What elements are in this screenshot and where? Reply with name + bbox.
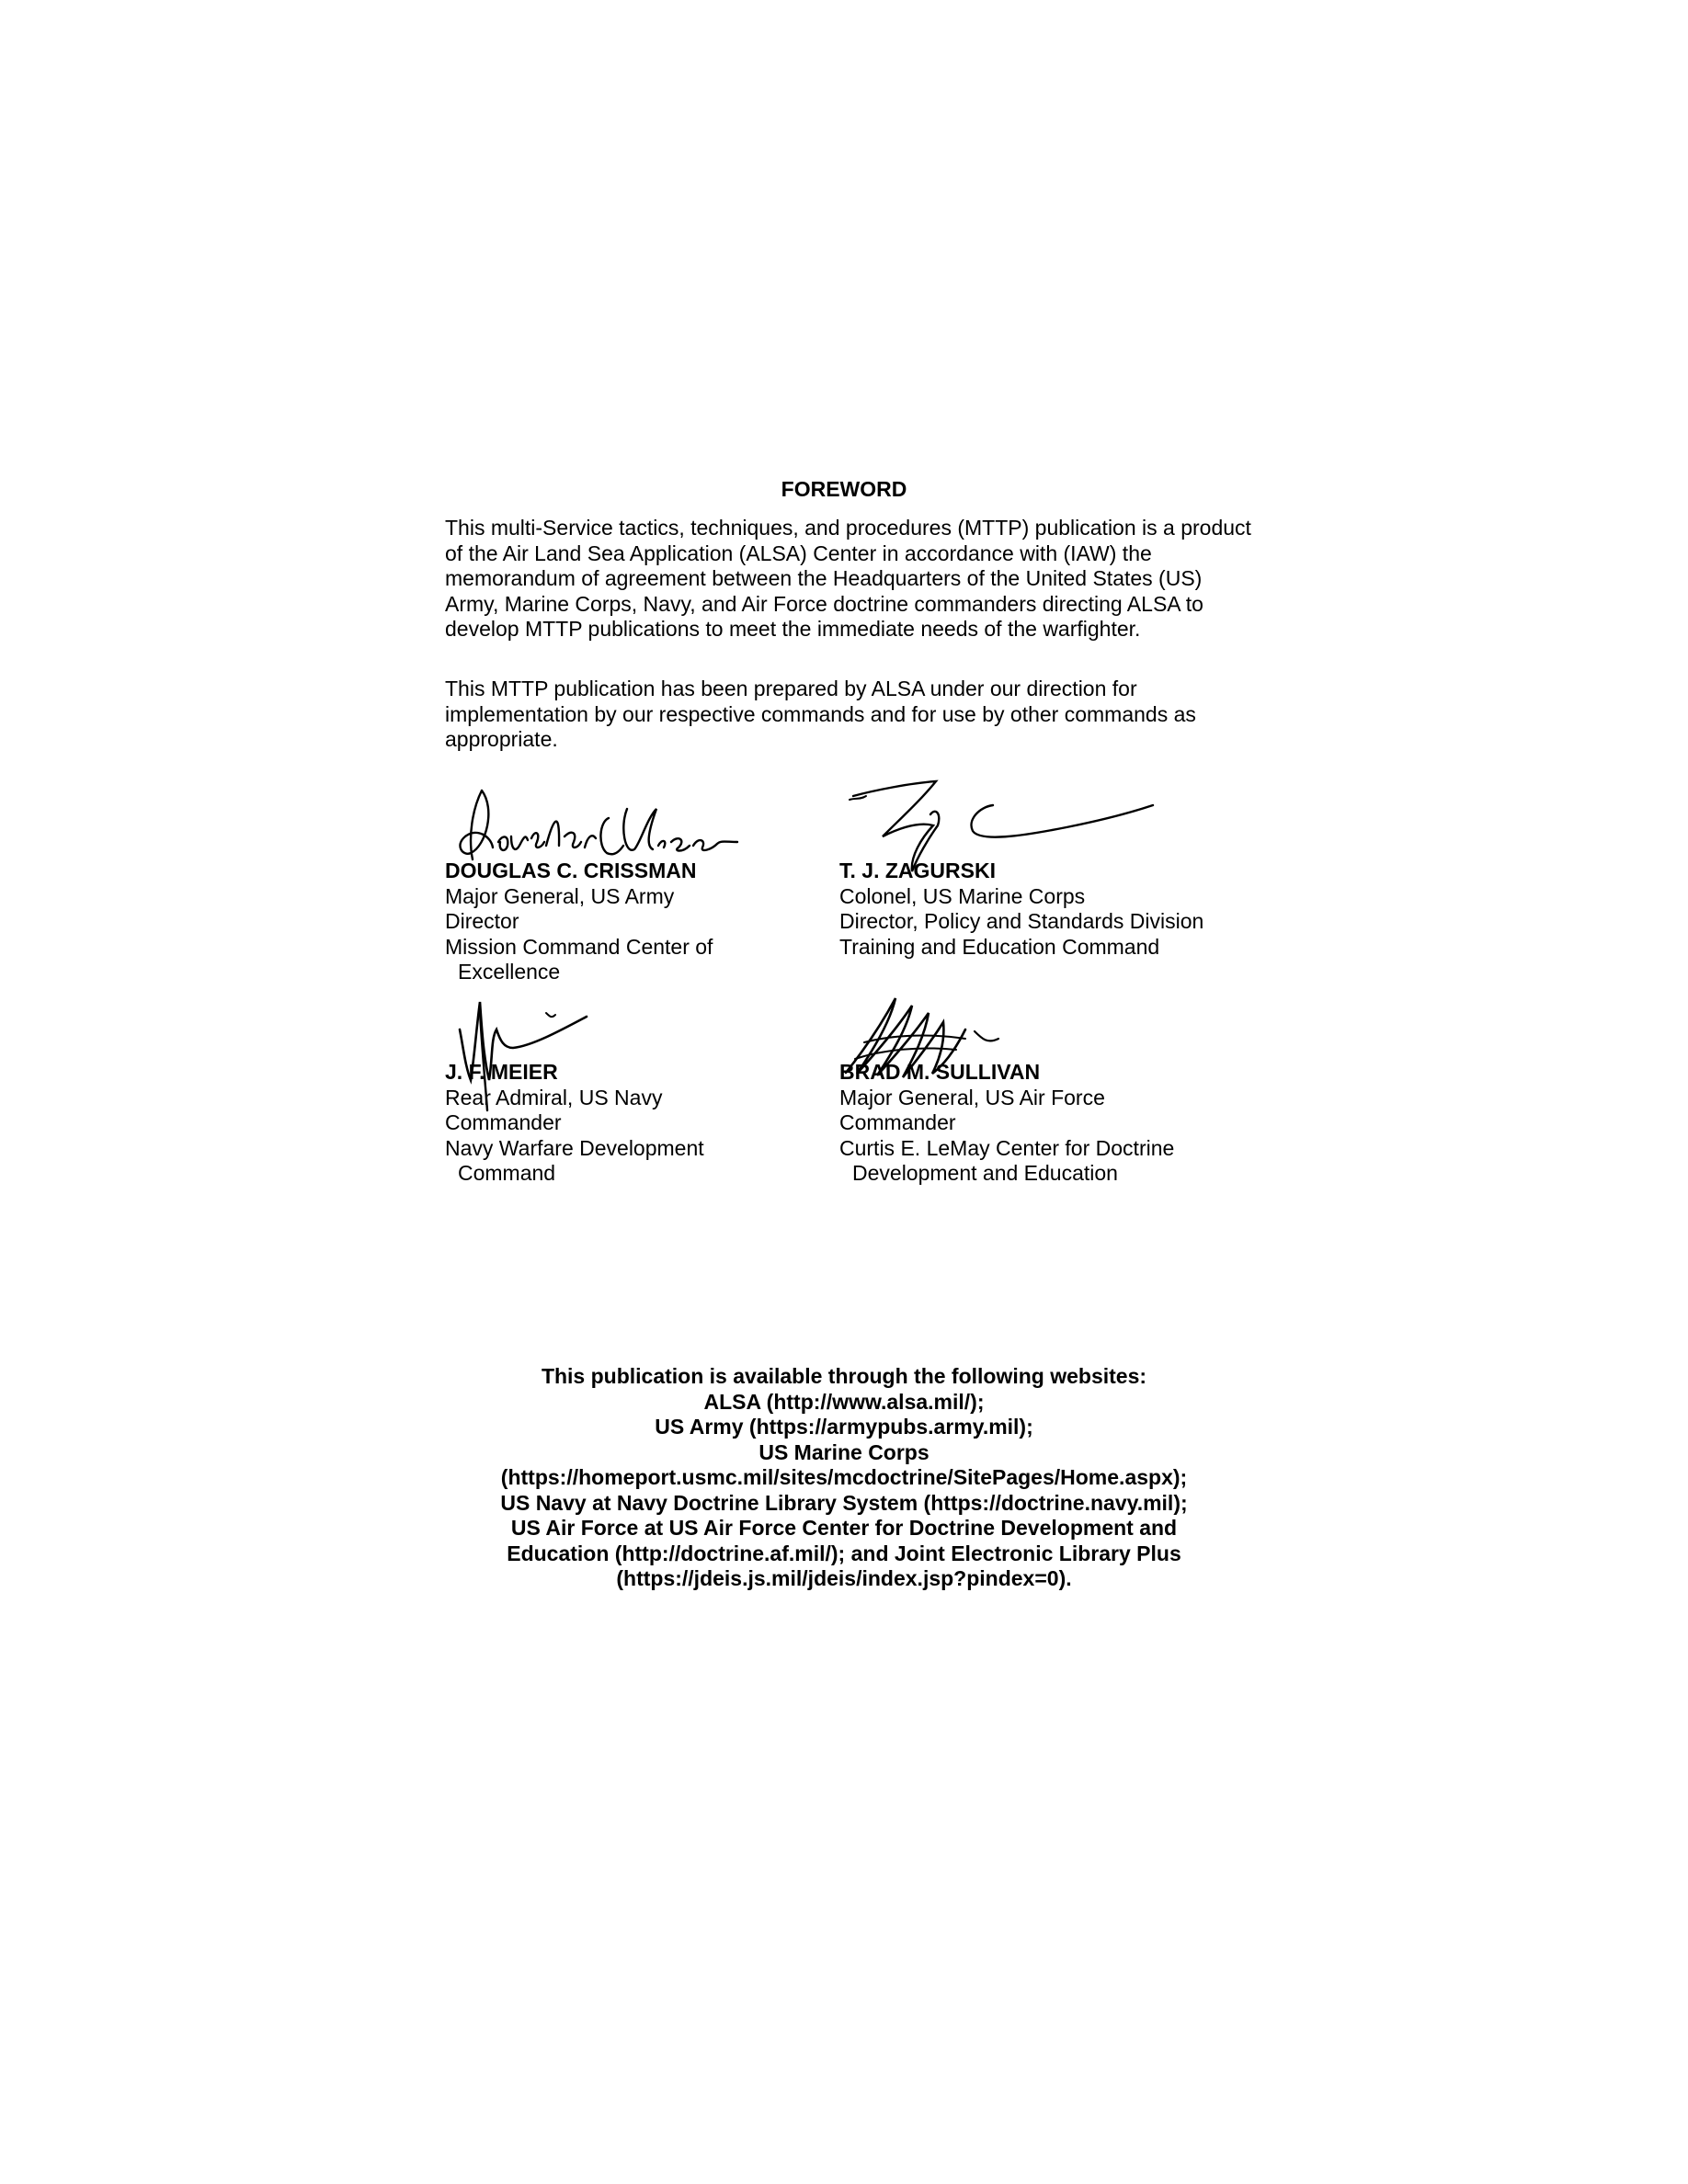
availability-line: ALSA (http://www.alsa.mil/); (703, 1389, 985, 1414)
signatory-title-line: Development and Education (852, 1161, 1118, 1185)
signatory-title-line: Curtis E. LeMay Center for Doctrine (839, 1135, 1175, 1160)
signatory-title-line: Major General, US Air Force (839, 1085, 1105, 1109)
availability-line: US Navy at Navy Doctrine Library System (https://doctrine.navy.mil); (500, 1490, 1188, 1515)
signatory-title-line: Commander (445, 1110, 562, 1134)
signatory-zagurski (839, 859, 1244, 960)
signatory-name: J. F. MEIER (445, 1060, 558, 1084)
availability-line: Education (http://doctrine.af.mil/); and Joint Electronic Library Plus (507, 1541, 1181, 1565)
availability-line: (https://jdeis.js.mil/jdeis/index.jsp?pindex=0). (616, 1566, 1072, 1590)
availability-line: US Marine Corps (758, 1439, 930, 1464)
signatory-title-line: Command (458, 1161, 556, 1185)
availability-line: US Army (https://armypubs.army.mil); (655, 1415, 1033, 1439)
signatory-title-line: Training and Education Command (839, 934, 1160, 959)
signatory-name: DOUGLAS C. CRISSMAN (445, 859, 697, 882)
availability-line: (https://homeport.usmc.mil/sites/mcdoctrine/SitePages/Home.aspx); (500, 1465, 1188, 1489)
signatory-title-line: Director (445, 909, 519, 933)
signatory-name: BRAD M. SULLIVAN (839, 1060, 1041, 1084)
signatory-title-line: Major General, US Army (445, 883, 675, 908)
availability-line: US Air Force at US Air Force Center for Doctrine Development and (510, 1516, 1178, 1540)
foreword-paragraph-1: This multi-Service tactics, techniques, and procedures (MTTP) publication is a product of the Air Land Sea Application (ALSA) Center in accordance with (IAW) the memorandum of agreement between the Headquarters of the United States (US) Army, Marine Corps, Navy, and Air Force doctrine commanders directing ALSA to develop MTTP publications to meet the immediate needs of the warfighter. (445, 516, 1251, 641)
signatory-name: T. J. ZAGURSKI (839, 859, 996, 882)
signatory-title-line: Excellence (458, 960, 561, 984)
signatory-title-line: Director, Policy and Standards Division (839, 909, 1204, 933)
signatory-title-line: Colonel, US Marine Corps (839, 883, 1086, 908)
availability-notice (384, 1364, 1304, 1592)
signatory-crissman (445, 859, 850, 985)
availability-line: This publication is available through the following websites: (541, 1364, 1147, 1388)
foreword-title: FOREWORD (781, 477, 907, 501)
signatory-title-line: Rear Admiral, US Navy (445, 1085, 663, 1109)
signatory-meier (445, 1060, 850, 1187)
signature-crissman (445, 781, 739, 869)
signatory-sullivan (839, 1060, 1244, 1187)
foreword-paragraph-2: This MTTP publication has been prepared by ALSA under our direction for implementation by our respective commands and for use by other commands as appropriate. (445, 677, 1196, 751)
signatory-title-line: Commander (839, 1110, 956, 1134)
signatory-title-line: Mission Command Center of (445, 934, 713, 959)
signatory-title-line: Navy Warfare Development (445, 1135, 704, 1160)
